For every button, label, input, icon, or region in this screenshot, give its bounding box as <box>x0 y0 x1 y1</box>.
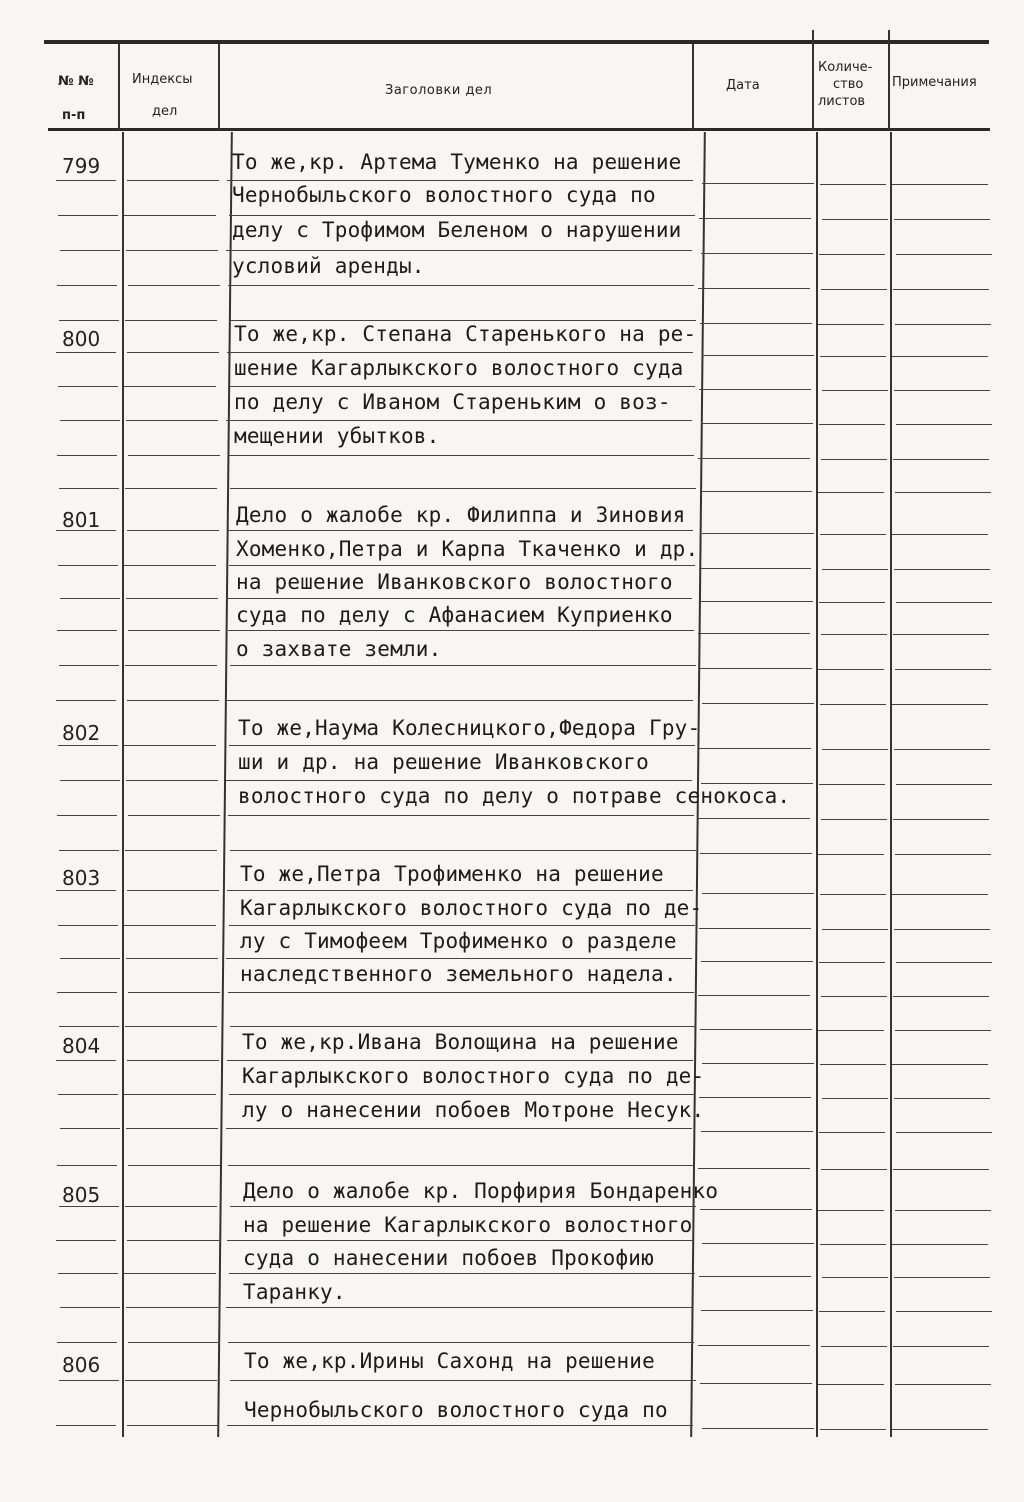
row-rule <box>702 1428 814 1429</box>
row-rule <box>701 423 813 424</box>
row-rule <box>127 530 219 531</box>
row-rule <box>125 1380 217 1381</box>
row-rule <box>126 598 218 599</box>
row-rule <box>229 386 695 387</box>
row-rule <box>700 323 812 324</box>
row-rule <box>698 1168 810 1169</box>
row-rule <box>822 1098 888 1099</box>
row-rule <box>56 700 116 701</box>
row-rule <box>699 748 811 749</box>
row-rule <box>699 1276 811 1277</box>
row-rule <box>58 386 118 387</box>
row-rule <box>226 1307 692 1308</box>
row-rule <box>893 634 989 635</box>
entry-title-line: делу с Трофимом Беленом о нарушении <box>232 218 682 242</box>
row-rule <box>700 1383 812 1384</box>
row-rule <box>127 700 219 701</box>
row-rule <box>127 352 219 353</box>
row-rule <box>819 602 885 603</box>
row-rule <box>892 1429 988 1430</box>
row-rule <box>821 289 887 290</box>
entry-title-line: суда по делу с Афанасием Куприенко <box>236 603 673 627</box>
row-rule <box>821 819 887 820</box>
entry-title-line: лу о нанесении побоев Мотроне Несук. <box>242 1098 705 1122</box>
row-rule <box>820 356 886 357</box>
row-rule <box>699 218 811 219</box>
row-rule <box>893 1346 989 1347</box>
header-date-label: Дата <box>726 78 760 93</box>
row-rule <box>124 1094 216 1095</box>
header-divider-3 <box>692 44 694 130</box>
row-rule <box>702 355 814 356</box>
row-rule <box>126 1128 218 1129</box>
row-rule <box>59 1026 119 1027</box>
row-rule <box>128 992 220 993</box>
entry-title-line: То же,кр.Ирины Сахонд на решение <box>244 1349 655 1373</box>
row-rule <box>702 533 814 534</box>
row-rule <box>57 992 117 993</box>
row-rule <box>896 602 992 603</box>
row-rule <box>57 455 117 456</box>
row-rule <box>895 1384 991 1385</box>
column-rule-number <box>122 132 124 1437</box>
row-rule <box>125 488 217 489</box>
row-rule <box>125 1206 217 1207</box>
entry-title-line: на решение Иванковского волостного <box>236 570 673 594</box>
row-rule <box>892 1244 988 1245</box>
row-rule <box>822 749 888 750</box>
row-rule <box>818 324 884 325</box>
row-rule <box>818 1030 884 1031</box>
row-rule <box>58 215 118 216</box>
row-rule <box>893 996 989 997</box>
row-rule <box>57 285 117 286</box>
row-rule <box>226 958 692 959</box>
row-rule <box>227 352 693 353</box>
row-rule <box>892 184 988 185</box>
row-rule <box>128 630 220 631</box>
header-count-label: Количе- <box>818 60 873 75</box>
entry-title-line: То же,кр.Ивана Волощина на решение <box>242 1030 679 1054</box>
row-rule <box>895 492 991 493</box>
row-rule <box>820 184 886 185</box>
row-rule <box>128 1342 220 1343</box>
entry-number: 801 <box>62 508 101 532</box>
row-rule <box>60 780 120 781</box>
row-rule <box>698 818 810 819</box>
row-rule <box>894 1277 990 1278</box>
entry-title-line: шение Кагарлыкского волостного суда <box>234 356 684 380</box>
row-rule <box>127 1425 219 1426</box>
row-rule <box>127 180 219 181</box>
entry-title-line: волостного суда по делу о потраве сенокоса. <box>238 784 791 808</box>
row-rule <box>821 1346 887 1347</box>
row-rule <box>60 420 120 421</box>
row-rule <box>701 253 813 254</box>
row-rule <box>229 925 695 926</box>
header-divider-5 <box>888 30 890 130</box>
entry-title-line: Дело о жалобе кр. Порфирия Бондаренко <box>243 1179 719 1203</box>
row-rule <box>226 1128 692 1129</box>
row-rule <box>125 850 217 851</box>
row-rule <box>125 665 217 666</box>
row-rule <box>60 1128 120 1129</box>
header-count-sub1: ство <box>833 77 864 92</box>
row-rule <box>57 815 117 816</box>
row-rule <box>58 1273 118 1274</box>
row-rule <box>229 565 695 566</box>
row-rule <box>127 1240 219 1241</box>
row-rule <box>125 320 217 321</box>
row-rule <box>124 925 216 926</box>
entry-number: 800 <box>62 327 101 351</box>
entry-title-line: Кагарлыкского волостного суда по де- <box>240 896 703 920</box>
row-rule <box>60 598 120 599</box>
entry-title-line: на решение Кагарлыкского волостного <box>243 1213 693 1237</box>
row-rule <box>128 285 220 286</box>
row-rule <box>60 250 120 251</box>
row-rule <box>821 996 887 997</box>
row-rule <box>227 180 693 181</box>
row-rule <box>227 1060 693 1061</box>
row-rule <box>819 962 885 963</box>
row-rule <box>818 854 884 855</box>
entry-title-line: Хоменко,Петра и Карпа Ткаченко и др. <box>236 537 699 561</box>
row-rule <box>892 894 988 895</box>
row-rule <box>822 390 888 391</box>
row-rule <box>698 288 810 289</box>
row-rule <box>59 665 119 666</box>
row-rule <box>230 320 696 321</box>
row-rule <box>895 1030 991 1031</box>
entry-title-line: суда о нанесении побоев Прокофию <box>243 1246 654 1270</box>
row-rule <box>895 324 991 325</box>
row-rule <box>821 634 887 635</box>
row-rule <box>227 530 693 531</box>
row-rule <box>892 704 988 705</box>
entry-number: 799 <box>62 154 101 178</box>
entry-title-line: наследственного земельного надела. <box>240 962 677 986</box>
row-rule <box>227 1240 693 1241</box>
row-rule <box>702 183 814 184</box>
row-rule <box>126 250 218 251</box>
row-rule <box>896 784 992 785</box>
row-rule <box>702 703 814 704</box>
row-rule <box>895 854 991 855</box>
row-rule <box>895 669 991 670</box>
row-rule <box>128 815 220 816</box>
entry-number: 805 <box>62 1183 101 1207</box>
header-divider-2 <box>218 44 220 130</box>
header-number-label: № № <box>58 74 94 89</box>
row-rule <box>60 1307 120 1308</box>
row-rule <box>228 630 694 631</box>
entry-title-line: То же,кр. Степана Старенького на ре- <box>234 322 697 346</box>
row-rule <box>894 1098 990 1099</box>
row-rule <box>818 1384 884 1385</box>
row-rule <box>228 1342 694 1343</box>
row-rule <box>58 745 118 746</box>
row-rule <box>126 1307 218 1308</box>
row-rule <box>230 488 696 489</box>
row-rule <box>819 784 885 785</box>
row-rule <box>894 749 990 750</box>
row-rule <box>820 1064 886 1065</box>
row-rule <box>701 601 813 602</box>
entry-number: 802 <box>62 721 101 745</box>
entry-title-line: То же,кр. Артема Туменко на решение <box>232 150 682 174</box>
row-rule <box>226 780 692 781</box>
row-rule <box>701 1131 813 1132</box>
header-bottom-rule <box>48 128 990 131</box>
header-number-sub: п-п <box>62 108 86 123</box>
row-rule <box>699 568 811 569</box>
row-rule <box>57 1342 117 1343</box>
row-rule <box>896 254 992 255</box>
row-rule <box>229 745 695 746</box>
row-rule <box>228 992 694 993</box>
row-rule <box>58 565 118 566</box>
row-rule <box>819 424 885 425</box>
row-rule <box>892 356 988 357</box>
column-rule-count <box>890 132 892 1437</box>
row-rule <box>58 925 118 926</box>
entry-title-line: лу с Тимофеем Трофименко о разделе <box>240 929 677 953</box>
row-rule <box>701 961 813 962</box>
header-count-sub2: листов <box>818 94 866 109</box>
row-rule <box>126 780 218 781</box>
row-rule <box>895 1210 991 1211</box>
row-rule <box>57 1165 117 1166</box>
row-rule <box>230 665 696 666</box>
header-index-label: Индексы <box>132 72 193 87</box>
row-rule <box>892 1064 988 1065</box>
entry-number: 806 <box>62 1353 101 1377</box>
row-rule <box>230 1206 696 1207</box>
row-rule <box>699 389 811 390</box>
row-rule <box>698 1345 810 1346</box>
header-index-sub: дел <box>152 104 178 119</box>
row-rule <box>893 289 989 290</box>
row-rule <box>819 1132 885 1133</box>
entry-title-line: То же,Петра Трофименко на решение <box>240 862 664 886</box>
row-rule <box>226 420 692 421</box>
row-rule <box>702 893 814 894</box>
row-rule <box>56 180 116 181</box>
row-rule <box>819 1311 885 1312</box>
row-rule <box>59 1380 119 1381</box>
row-rule <box>124 1273 216 1274</box>
column-rule-index <box>217 132 232 1437</box>
row-rule <box>229 1273 695 1274</box>
row-rule <box>229 215 695 216</box>
row-rule <box>818 492 884 493</box>
row-rule <box>699 1097 811 1098</box>
entry-title-line: То же,Наума Колесницкого,Федора Гру- <box>238 716 701 740</box>
entry-title-line: Чернобыльского волостного суда по <box>244 1398 668 1422</box>
row-rule <box>126 958 218 959</box>
row-rule <box>125 1026 217 1027</box>
row-rule <box>227 1425 693 1426</box>
row-rule <box>702 1243 814 1244</box>
row-rule <box>56 352 116 353</box>
row-rule <box>56 890 116 891</box>
row-rule <box>228 455 694 456</box>
row-rule <box>228 815 694 816</box>
row-rule <box>56 1060 116 1061</box>
row-rule <box>819 254 885 255</box>
row-rule <box>896 1311 992 1312</box>
row-rule <box>60 958 120 959</box>
row-rule <box>896 1132 992 1133</box>
row-rule <box>700 668 812 669</box>
row-rule <box>124 565 216 566</box>
header-divider-4 <box>812 30 814 130</box>
entry-title-line: о захвате земли. <box>236 637 442 661</box>
row-rule <box>820 894 886 895</box>
entry-title-line: Дело о жалобе кр. Филиппа и Зиновия <box>236 503 686 527</box>
entry-title-line: условий аренды. <box>232 254 425 278</box>
entry-number: 803 <box>62 866 101 890</box>
row-rule <box>894 390 990 391</box>
row-rule <box>228 285 694 286</box>
entry-title-line: мещении убытков. <box>234 424 440 448</box>
row-rule <box>230 1026 696 1027</box>
row-rule <box>820 1244 886 1245</box>
row-rule <box>821 459 887 460</box>
row-rule <box>127 1060 219 1061</box>
row-rule <box>127 890 219 891</box>
row-rule <box>894 219 990 220</box>
row-rule <box>822 929 888 930</box>
row-rule <box>59 850 119 851</box>
row-rule <box>818 669 884 670</box>
header-divider-1 <box>118 44 120 130</box>
row-rule <box>124 215 216 216</box>
column-rule-date <box>816 132 818 1437</box>
row-rule <box>128 1165 220 1166</box>
row-rule <box>700 853 812 854</box>
entry-title-line: Чернобыльского волостного суда по <box>232 183 656 207</box>
row-rule <box>702 1063 814 1064</box>
row-rule <box>896 962 992 963</box>
row-rule <box>228 1165 694 1166</box>
entry-number: 804 <box>62 1034 101 1058</box>
row-rule <box>58 1094 118 1095</box>
row-rule <box>822 219 888 220</box>
row-rule <box>124 386 216 387</box>
row-rule <box>818 1210 884 1211</box>
row-rule <box>126 420 218 421</box>
row-rule <box>227 890 693 891</box>
row-rule <box>894 929 990 930</box>
row-rule <box>893 1169 989 1170</box>
row-rule <box>124 745 216 746</box>
row-rule <box>820 704 886 705</box>
entry-title-line: ши и др. на решение Иванковского <box>238 750 649 774</box>
header-top-rule <box>44 40 989 44</box>
row-rule <box>822 1277 888 1278</box>
row-rule <box>820 1429 886 1430</box>
row-rule <box>229 1094 695 1095</box>
entry-title-line: по делу с Иваном Стареньким о воз- <box>234 390 671 414</box>
row-rule <box>896 424 992 425</box>
row-rule <box>226 250 692 251</box>
row-rule <box>820 534 886 535</box>
row-rule <box>893 819 989 820</box>
entry-title-line: Кагарлыкского волостного суда по де- <box>242 1064 705 1088</box>
row-rule <box>57 630 117 631</box>
header-title-label: Заголовки дел <box>385 83 493 98</box>
row-rule <box>227 700 693 701</box>
header-notes-label: Примечания <box>892 75 977 90</box>
row-rule <box>893 459 989 460</box>
row-rule <box>699 928 811 929</box>
row-rule <box>821 1169 887 1170</box>
row-rule <box>226 598 692 599</box>
row-rule <box>59 488 119 489</box>
entry-title-line: Таранку. <box>243 1280 346 1304</box>
row-rule <box>822 569 888 570</box>
row-rule <box>56 1425 116 1426</box>
row-rule <box>698 458 810 459</box>
row-rule <box>894 569 990 570</box>
row-rule <box>56 1240 116 1241</box>
row-rule <box>700 1029 812 1030</box>
row-rule <box>230 850 696 851</box>
row-rule <box>892 534 988 535</box>
row-rule <box>128 455 220 456</box>
row-rule <box>700 491 812 492</box>
row-rule <box>698 633 810 634</box>
row-rule <box>701 1310 813 1311</box>
row-rule <box>59 320 119 321</box>
row-rule <box>698 995 810 996</box>
row-rule <box>700 1209 812 1210</box>
row-rule <box>230 1380 696 1381</box>
